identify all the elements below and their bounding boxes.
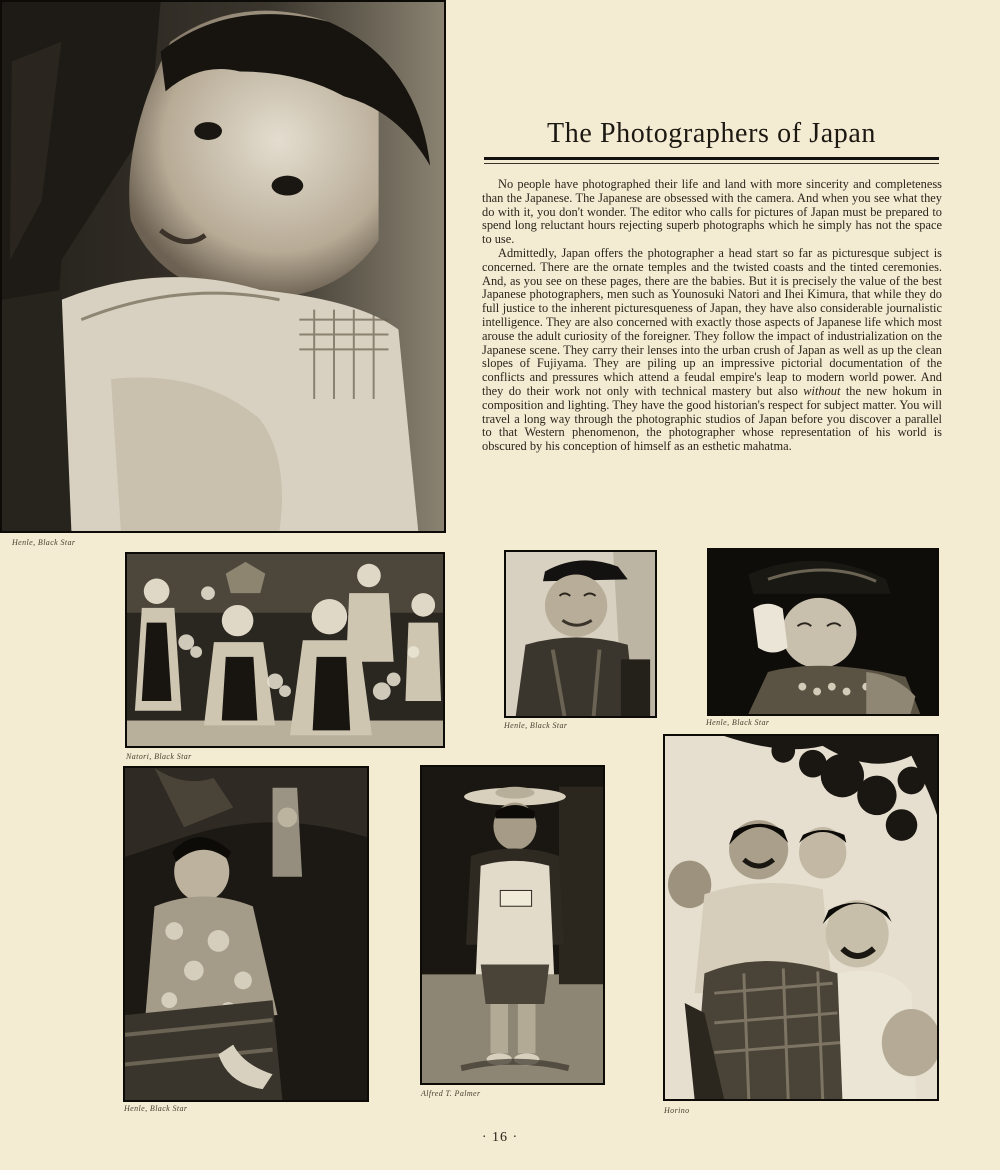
page-number: · 16 · bbox=[481, 1130, 519, 1145]
photo-credit: Henle, Black Star bbox=[124, 1104, 188, 1113]
photo-baby-closeup bbox=[0, 0, 446, 533]
photo-credit: Alfred T. Palmer bbox=[421, 1089, 481, 1098]
italic-word: without bbox=[803, 383, 841, 398]
article-paragraph bbox=[482, 247, 942, 454]
photo-credit: Horino bbox=[664, 1106, 690, 1115]
photo-boy-in-uniform-saluting bbox=[707, 548, 939, 716]
article-body bbox=[482, 178, 942, 454]
photo-credit: Henle, Black Star bbox=[706, 718, 770, 727]
photo-credit: Henle, Black Star bbox=[12, 538, 76, 547]
photo-laughing-children bbox=[663, 734, 939, 1101]
photo-credit: Natori, Black Star bbox=[126, 752, 192, 761]
photo-credit: Henle, Black Star bbox=[504, 721, 568, 730]
photo-girl-in-kimono-seated bbox=[123, 766, 369, 1102]
photo-child-with-straw-hat bbox=[420, 765, 605, 1085]
article-title: The Photographers of Japan bbox=[547, 118, 876, 149]
paragraph-text: the new hokum in composition and lighting. They have the good historian's respect for subject matter. You will travel a long way through the photographic studios of Japan before you discover a parallel to that Western phenomenon, the photographer whose representation of his world is obscured by his conception of himself as an esthetic mahatma. bbox=[482, 383, 942, 454]
paragraph-text: Admittedly, Japan offers the photographer a head start so far as picturesque subject is concerned. There are the ornate temples and the twisted coasts and the tinted ceremonies. And, as you see on these pages, there are the babies. But it is precisely the value of the best Japanese photographers, men such as Younosuki Natori and Ihei Kimura, that while they do full justice to the inherent picturesqueness of Japan, they have also considerable journalistic intelligence. They are also concerned with exactly those aspects of Japanese life which most arouse the adult curiosity of the foreigner. They follow the impact of industrialization on the Japanese scene. They carry their lenses into the urban crush of Japan as well as up the clean slopes of Fujiyama. They are piling up an impressive pictorial documentation of the conflicts and pressures which attend a feudal empire's leap to modern world power. And they do their work not only with technical mastery but also bbox=[482, 245, 942, 398]
photo-boy-in-cap bbox=[504, 550, 657, 718]
article-paragraph: No people have photographed their life and land with more sincerity and completeness than the Japanese. The Japanese are obsessed with the camera. And when you see what they do with it, you don't wonder. The editor who calls for pictures of Japan must be prepared to spend long reluctant hours rejecting superb photographs which he simply has not the space to use. bbox=[482, 177, 942, 247]
photo-dolls-festival bbox=[125, 552, 445, 748]
title-rule bbox=[484, 157, 939, 160]
title-rule-thin bbox=[484, 163, 939, 164]
